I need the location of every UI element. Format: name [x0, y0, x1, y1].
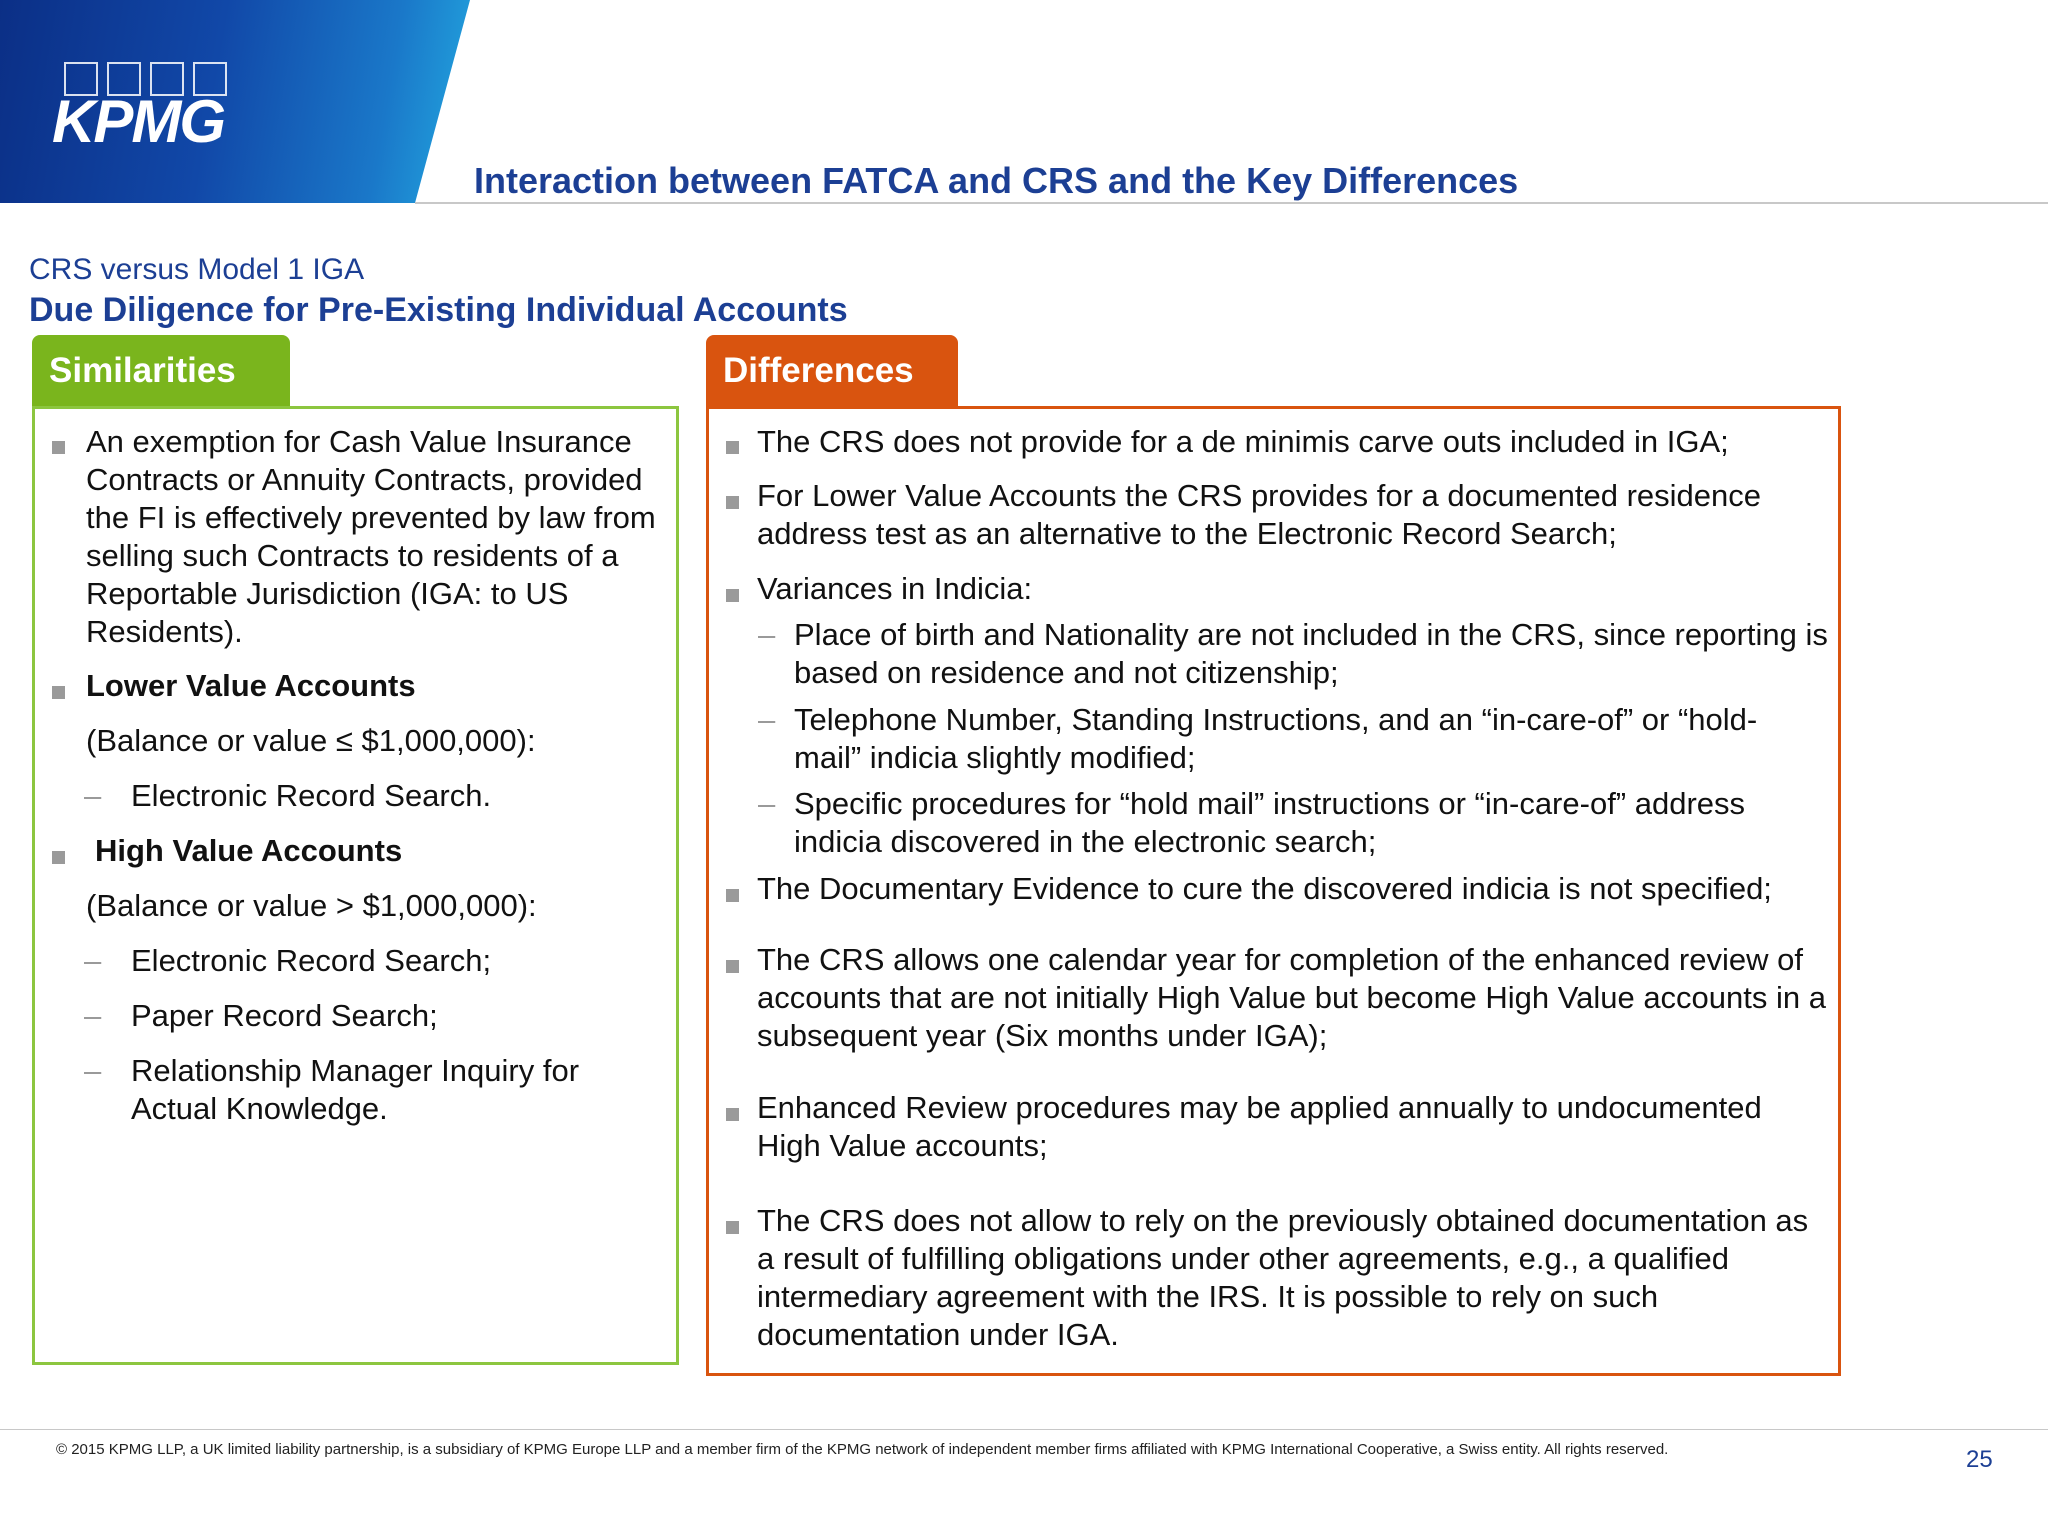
footer-rule — [0, 1429, 2048, 1430]
dash-icon: – — [84, 778, 102, 813]
subtitle: CRS versus Model 1 IGA — [29, 253, 365, 286]
lower-value-heading: Lower Value Accounts — [86, 668, 416, 703]
bullet-icon — [726, 960, 739, 973]
bullet-icon — [52, 441, 65, 454]
bullet-icon — [726, 496, 739, 509]
bullet-icon — [726, 1221, 739, 1234]
indicia-subitem: Specific procedures for “hold mail” instructions or “in-care-of” address indicia discovered in the electronic search; — [794, 786, 1746, 859]
lower-value-item: Electronic Record Search. — [131, 778, 492, 813]
bullet-icon — [52, 851, 65, 864]
dash-icon: – — [84, 943, 102, 978]
difference-item: For Lower Value Accounts the CRS provides for a documented residence address test as an alternative to the Electronic Record Search; — [757, 478, 1762, 551]
high-value-item: Paper Record Search; — [131, 998, 438, 1033]
dash-icon: – — [758, 702, 776, 737]
dash-icon: – — [84, 1053, 102, 1088]
lower-value-balance: (Balance or value ≤ $1,000,000): — [86, 723, 536, 758]
bullet-icon — [726, 441, 739, 454]
slide-title: Interaction between FATCA and CRS and the Key Differences — [474, 160, 1519, 201]
bullet-icon — [726, 1108, 739, 1121]
difference-item: The CRS does not provide for a de minimis carve outs included in IGA; — [757, 424, 1729, 459]
difference-item: The CRS does not allow to rely on the previously obtained documentation as a result of fulfilling obligations under other agreements, e.g., a qualified intermediary agreement with the IRS. It is possible to rely on such documentation under IGA. — [757, 1203, 1809, 1352]
kpmg-logo — [52, 62, 247, 155]
logo-text: KPMG — [52, 88, 224, 155]
high-value-item: Relationship Manager Inquiry for Actual Knowledge. — [131, 1053, 580, 1126]
difference-item: The Documentary Evidence to cure the discovered indicia is not specified; — [757, 871, 1772, 906]
high-value-balance: (Balance or value > $1,000,000): — [86, 888, 537, 923]
dash-icon: – — [758, 617, 776, 652]
difference-item: Variances in Indicia: — [757, 571, 1033, 606]
page-number: 25 — [1966, 1446, 1993, 1473]
indicia-subitem: Place of birth and Nationality are not included in the CRS, since reporting is based on residence and not citizenship; — [794, 617, 1828, 690]
high-value-heading: High Value Accounts — [95, 833, 403, 868]
dash-icon: – — [758, 786, 776, 821]
indicia-subitem: Telephone Number, Standing Instructions, and an “in-care-of” or “hold-mail” indicia slightly modified; — [794, 702, 1758, 775]
bullet-icon — [52, 686, 65, 699]
exemption-text: An exemption for Cash Value Insurance Contracts or Annuity Contracts, provided the FI is effectively prevented by law from selling such Contracts to residents of a Reportable Jurisdiction (IGA: to US Residents). — [86, 424, 656, 649]
bullet-icon — [726, 589, 739, 602]
difference-item: Enhanced Review procedures may be applied annually to undocumented High Value accounts; — [757, 1090, 1762, 1163]
high-value-item: Electronic Record Search; — [131, 943, 492, 978]
section-heading: Due Diligence for Pre-Existing Individual Accounts — [29, 291, 848, 329]
similarities-panel — [32, 406, 679, 1365]
similarities-tab: Similarities — [32, 335, 290, 407]
bullet-icon — [726, 889, 739, 902]
difference-item: The CRS allows one calendar year for completion of the enhanced review of accounts that are not initially High Value but become High Value accounts in a subsequent year (Six months under IGA); — [757, 942, 1826, 1053]
header-rule — [415, 202, 2048, 204]
differences-panel — [706, 406, 1841, 1376]
differences-tab: Differences — [706, 335, 958, 407]
footer-copyright: © 2015 KPMG LLP, a UK limited liability partnership, is a subsidiary of KPMG Europe LLP and a member firm of the KPMG network of independent member firms affiliated with KPMG International Cooperative, a Swiss entity. All rights reserved. — [56, 1441, 1669, 1458]
dash-icon: – — [84, 998, 102, 1033]
